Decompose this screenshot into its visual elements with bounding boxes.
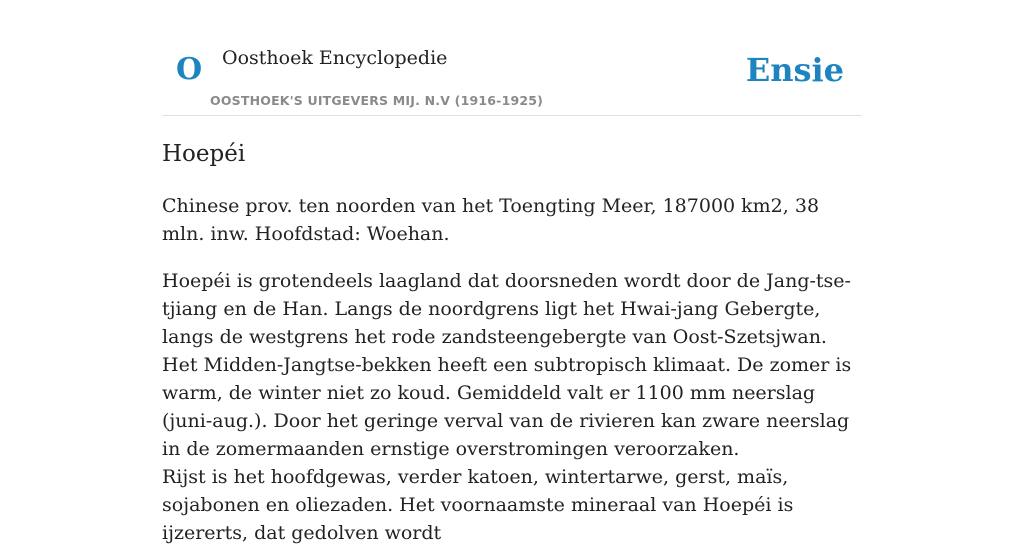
page [162, 0, 862, 544]
entry-paragraph: Hoepéi is grotendeels laagland dat doorsneden wordt door de Jang-tse-tjiang en de Han. Langs de noordgrens ligt het Hwai-jang Gebergte, langs de westgrens het rode zandsteengebergte van Oost-Szetsjwan. Het Midden-Jangtse-bekken heeft een subtropisch klimaat. De zomer is warm, de winter niet zo koud. Gemiddeld valt er 1100 mm neerslag (juni-aug.). Door het geringe verval van de rivieren kan zware neerslag in de zomermaanden ernstige overstromingen veroorzaken. [162, 270, 852, 460]
source-subtitle: OOSTHOEK'S UITGEVERS MIJ. N.V (1916-1925) [210, 93, 544, 108]
entry-paragraph: Rijst is het hoofdgewas, verder katoen, wintertarwe, gerst, maïs, sojabonen en oliezaden. Het voornaamste mineraal van Hoepéi is ijzererts, dat gedolven wordt [162, 466, 794, 544]
entry-paragraph: Chinese prov. ten noorden van het Toengting Meer, 187000 km2, 38 mln. inw. Hoofdstad: Woehan. [162, 195, 820, 245]
source-logo-icon[interactable]: O [176, 52, 203, 87]
source-title-link[interactable]: Oosthoek Encyclopedie [222, 47, 448, 69]
source-header [162, 0, 862, 116]
entry-title: Hoepéi [162, 141, 246, 167]
brand-logo-link[interactable]: Ensie [745, 51, 844, 89]
